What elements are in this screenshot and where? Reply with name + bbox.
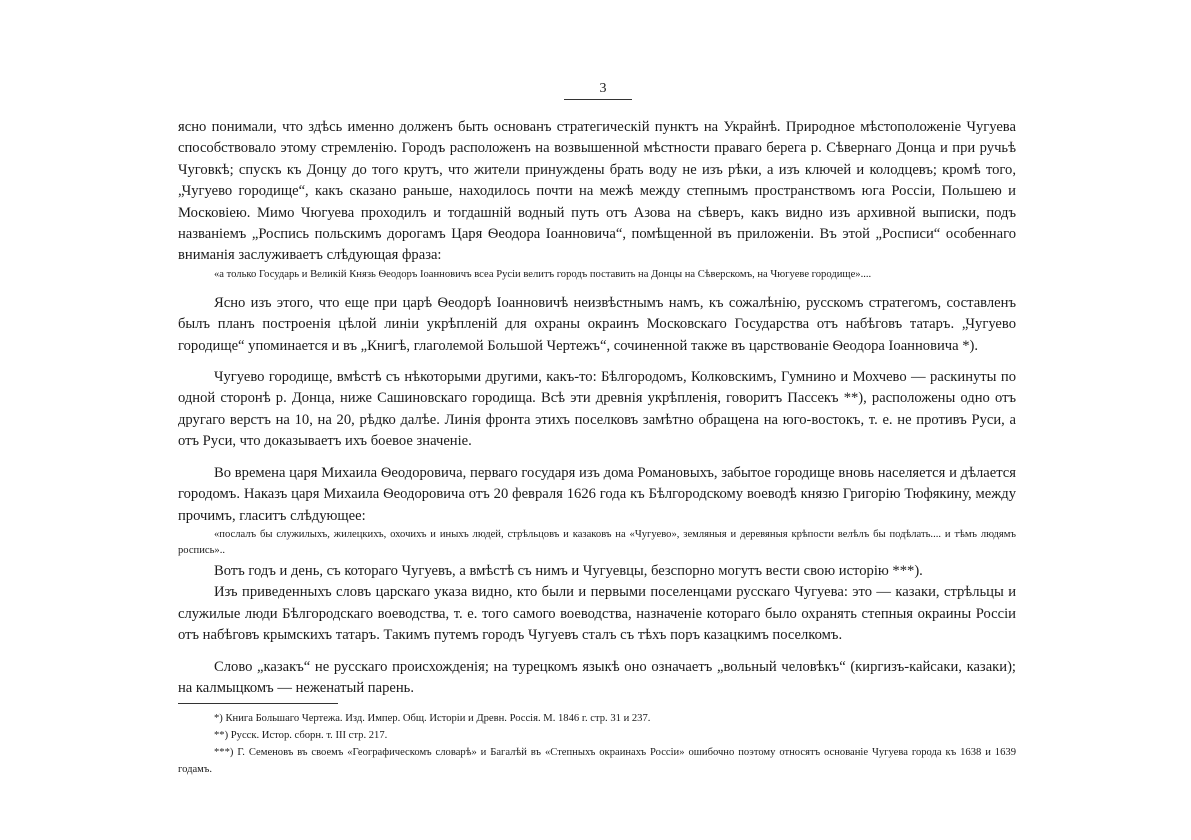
page-number-rule xyxy=(564,99,632,100)
paragraph-1: ясно понимали, что здѣсь именно долженъ быть основанъ стратегическій пунктъ на Украйнѣ. Природное мѣстоположеніе Чугуева способствовало этому стремленію. Городъ расположенъ на возвышенной мѣстности праваго берега р. Сѣвернаго Донца и при ручьѣ Чуговкѣ; спускъ къ Донцу до того крутъ, что жители принуждены брать воду не изъ рѣки, а изъ ключей и колодцевъ; кромѣ того, „Чугуево городище“, какъ сказано раньше, находилось почти на межѣ между степнымъ пространствомъ юга Россіи, Польшею и Московіею. Мимо Чюгуева проходилъ и тогдашній водный путь отъ Азова на сѣверъ, какъ видно изъ архивной выписки, подъ названіемъ „Роспись польскимъ дорогамъ Царя Ѳеодора Іоанновича“, помѣщенной въ приложеніи. Въ этой „Росписи“ особеннаго вниманія заслуживаетъ слѣдующая фраза: xyxy=(178,119,1016,264)
footnote-3: ***) Г. Семеновъ въ своемъ «Географическомъ словарѣ» и Багалѣй въ «Степныхъ окраинахъ Россіи» ошибочно поэтому относятъ основаніе Чугуева города къ 1638 и 1639 годамъ. xyxy=(178,747,1016,776)
paragraph-3: Чугуево городище, вмѣстѣ съ нѣкоторыми другими, какъ-то: Бѣлгородомъ, Колковскимъ, Гумнино и Мохчево — раскинуты по одной сторонѣ р. Донца, ниже Сашиновскаго городища. Всѣ эти древнія укрѣпленія, говоритъ Пассекъ **), расположены одно отъ другаго верстъ на 10, на 20, рѣдко далѣе. Линія фронта этихъ поселковъ замѣтно обращена на юго-востокъ, т. е. не противъ Руси, а отъ Руси, что доказываетъ ихъ боевое значеніе. xyxy=(178,369,1016,450)
paragraph-6: Изъ приведенныхъ словъ царскаго указа видно, кто были и первыми поселенцами русскаго Чугуева: это — казаки, стрѣльцы и служилые люди Бѣлгородскаго воеводства, т. е. того самого воеводства, назначеніе котораго было охранять степныя окраины Россіи отъ набѣговъ крымскихъ татаръ. Такимъ путемъ городъ Чугуевъ сталъ съ тѣхъ поръ казацкимъ поселкомъ. xyxy=(178,584,1016,644)
footnote-rule xyxy=(178,703,338,704)
footnotes xyxy=(178,710,1016,778)
page-number: 3 xyxy=(599,81,607,96)
quote-2: «послалъ бы служилыхъ, жилецкихъ, охочихъ и иныхъ людей, стрѣльцовъ и казаковъ на «Чугуево», земляныя и деревяныя крѣпости велѣлъ бы подѣлать.... и тѣмъ людямъ роспись».. xyxy=(178,528,1016,556)
footnote-1: *) Книга Большаго Чертежа. Изд. Импер. Общ. Исторіи и Древн. Россія. М. 1846 г. стр. 31 и 237. xyxy=(214,713,651,725)
paragraph-2: Ясно изъ этого, что еще при царѣ Ѳеодорѣ Іоанновичѣ неизвѣстнымъ намъ, къ сожалѣнію, русскомъ стратегомъ, составленъ былъ планъ построенія цѣлой линіи укрѣпленій для охраны окраинъ Московскаго Государства отъ набѣговъ татаръ. „Чугуево городище“ упоминается и въ „Книгѣ, глаголемой Большой Чертежъ“, сочиненной также въ царствованіе Ѳеодора Іоанновича *). xyxy=(178,294,1016,354)
document-page xyxy=(178,80,1016,778)
paragraph-7: Слово „казакъ“ не русскаго происхожденія; на турецкомъ языкѣ оно означаетъ „вольный человѣкъ“ (киргизъ-кайсаки, казаки); на калмыцкомъ — неженатый парень. xyxy=(178,658,1016,696)
body-text xyxy=(178,117,1016,699)
footnote-2: **) Русск. Истор. сборн. т. III стр. 217. xyxy=(214,730,388,742)
quote-1: «а только Государь и Великій Князь Ѳеодоръ Іоанновичъ всеа Русіи велитъ городъ поставить на Донцы на Сѣверскомъ, на Чюгуеве городище».... xyxy=(214,268,872,280)
paragraph-4: Во времена царя Михаила Ѳеодоровича, перваго государя изъ дома Романовыхъ, забытое городище вновь населяется и дѣлается городомъ. Наказъ царя Михаила Ѳеодоровича отъ 20 февраля 1626 года къ Бѣлгородскому воеводѣ князю Григорію Тюфякину, между прочимъ, гласитъ слѣдующее: xyxy=(178,464,1016,524)
paragraph-5: Вотъ годъ и день, съ котораго Чугуевъ, а вмѣстѣ съ нимъ и Чугуевцы, безспорно могутъ вести свою исторію ***). xyxy=(214,562,923,579)
